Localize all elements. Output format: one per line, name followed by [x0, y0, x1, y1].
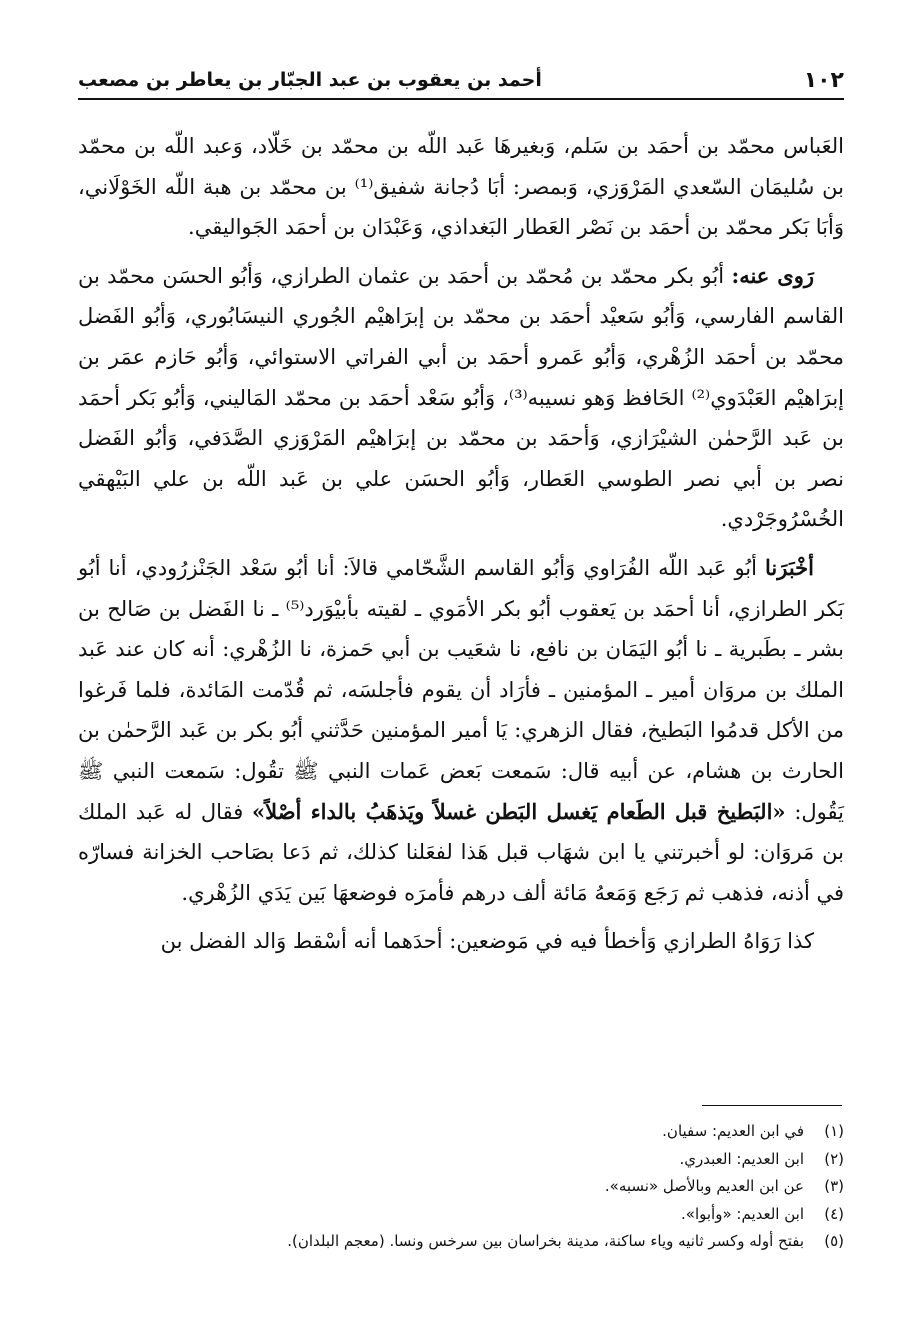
footnote-number: (٤) — [824, 1204, 844, 1223]
paragraph-tail: فقال له عَبد الملك بن مَروَان: لو أخبرتني يا ابن شهَاب قبل هَذا لفعَلنا كذلك، ثم دَعا بصَاحب الخزانة فسارّه في أذنه، فذهب ثم رَجَع وَمَعهُ مَائة ألف درهم فأمرَه فوضعهَا بَين يَدَي الزُهْري. — [78, 799, 844, 905]
paragraph-teachers — [78, 126, 844, 248]
main-text — [78, 126, 844, 962]
footnote-text: ابن العديم: العبدري. — [679, 1149, 804, 1168]
footnote — [78, 1201, 844, 1229]
footnote-number: (٢) — [824, 1149, 844, 1168]
footnote-text: ابن العديم: «وأبوا». — [681, 1204, 804, 1223]
paragraph-lead: أخْبَرَنا — [765, 554, 814, 580]
footnote-text: في ابن العديم: سفيان. — [662, 1122, 804, 1140]
paragraph-text: أبُو عَبد اللّه الفُرَاوي وَأبُو القاسم الشَّحّامي قالاَ: أنا أبُو سَعْد الجَنْزرُودي، أنا أبُو بَكر الطرازي، أنا أحمَد بن يَعقوب أبُو بكر الأمَوي ـ لقيته بأبيْوَرد⁽⁵⁾ ـ نا الفَضل بن صَالح بن بشر ـ بطَبرية ـ نا أبُو اليَمَان بن نافع، نا شعَيب بن أبي حَمزة، نا الزُهْري: أنه كان عند عَبد الملك بن مروَان أمير ـ المؤمنين ـ فأرَاد أن يقوم فأجلسَه، ثم قُدّمت المَائدة، فلما فَرغوا من الأكل قدمُوا البَطيخ، فقال الزهري: يَا أمير المؤمنين حَدَّثني أبُو بكر بن عَبد الرَّحمٰن بن الحارث بن هشام، عن أبيه قال: سَمعت بَعض عَمات النبي ﷺ تقُول: سَمعت النبي ﷺ يَقُول: — [78, 555, 845, 824]
footnote-text: عن ابن العديم وبالأصل «نسبه». — [604, 1177, 804, 1195]
page-number: ١٠٢ — [803, 67, 844, 93]
footnote-number: (٣) — [824, 1177, 844, 1195]
paragraph-narrators — [78, 256, 844, 540]
footnote — [78, 1118, 844, 1146]
footnote-number: (٥) — [824, 1232, 844, 1250]
footnote — [78, 1228, 844, 1256]
paragraph-text: العَباس محمّد بن أحمَد بن سَلم، وَبغيرهَا عَبد اللّه بن محمّد بن خَلّاد، وَعبد اللّه بن محمّد بن سُليمَان السّعدي المَرْوَزي، وَبمصر: أبَا دُجانة شفيق⁽¹⁾ بن محمّد بن هبة اللّه الخَوْلَاني، وَأبَا بَكر محمّد بن أحمَد بن نَصْر العَطار البَغداذي، وَعَبْدَان بن أحمَد الجَواليقي. — [78, 134, 844, 240]
paragraph-lead: رَوى عنه: — [731, 262, 814, 288]
footnotes — [78, 1118, 844, 1256]
footnote — [78, 1146, 844, 1174]
paragraph-text: كذا رَوَاهُ الطرازي وَأخطأ فيه في مَوضعين: أحدَهما أنه أسْقط وَالد الفضل بن — [160, 929, 814, 954]
footnote-separator — [702, 1105, 842, 1106]
page-header — [78, 62, 844, 100]
paragraph-commentary — [78, 921, 844, 962]
footnote — [78, 1173, 844, 1201]
paragraph-text: أبُو بكر محمّد بن مُحمّد بن أحمَد بن عثمان الطرازي، وَأبُو الحسَن محمّد بن القاسم الفارسي، وَأبُو سَعيْد أحمَد بن محمّد بن إبرَاهيْم الجُوري النيسَابُوري، وَأبُو الفَضل محمّد بن أحمَد الزُهْري، وَأبُو عَمرو أحمَد بن أبي الفراتي الاستوائي، وَأبُو حَازم عمَر بن إبرَاهيْم العَبْدَوي⁽²⁾ الحَافظ وَهو نسيبه⁽³⁾، وَأبُو سَعْد أحمَد بن محمّد المَاليني، وَأبُو بَكر أحمَد بن عَبد الرَّحمٰن الشيْرَازي، وَأحمَد بن محمّد بن إبرَاهيْم المَرْوَزي الصَّدَفي، وَأبُو الفَضل نصر بن أبي نصر الطوسي العَطار، وَأبُو الحسَن علي بن عَبد اللّه بن علي البَيْهقي الخُسْرُوجَرْدي. — [78, 263, 845, 532]
running-title: أحمد بن يعقوب بن عبد الجبّار بن يعاطر بن مصعب — [78, 69, 542, 91]
hadith-quote: «البَطيخ قبل الطَعام يَغسل البَطن غسلاً ويَذهَبُ بالداء أصْلاً» — [252, 798, 786, 824]
footnote-number: (١) — [824, 1122, 844, 1140]
footnote-text: بفتح أوله وكسر ثانيه وياء ساكنة، مدينة بخراسان بين سرخس ونسا. (معجم البلدان). — [287, 1232, 804, 1250]
paragraph-hadith — [78, 548, 844, 913]
